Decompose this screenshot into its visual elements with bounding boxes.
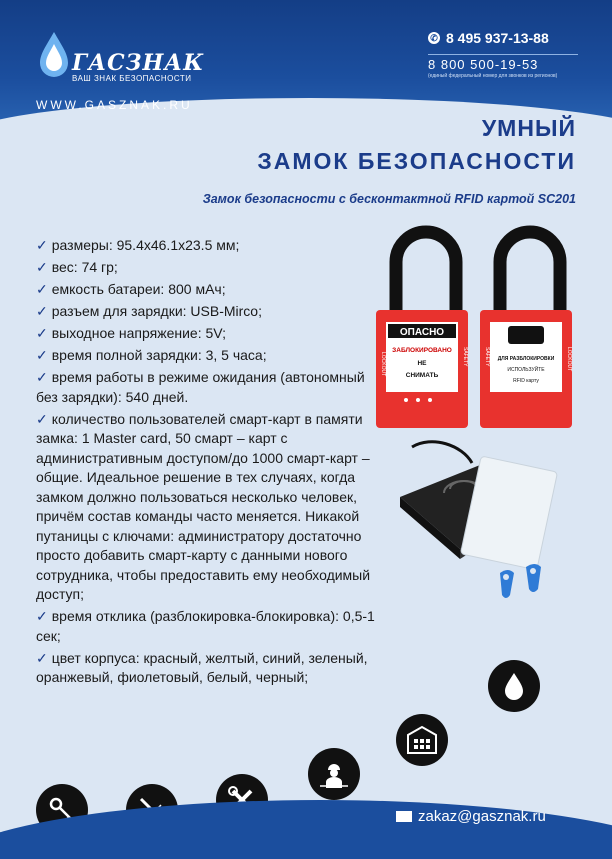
rfid-reader-image xyxy=(392,435,577,615)
spec-item: ✓ разъем для зарядки: USB-Mirco; xyxy=(36,303,262,319)
email-text: zakaz@gasznak.ru xyxy=(418,808,546,825)
lock-right-text1: ДЛЯ РАЗБЛОКИРОВКИ xyxy=(497,356,555,362)
lock-right-side2: LOCKOUT xyxy=(566,347,572,372)
check-icon: ✓ xyxy=(36,281,48,297)
spec-item: ✓ время отклика (разблокировка-блокировка): 0,5-1 сек; xyxy=(36,608,375,644)
water-drop-icon xyxy=(488,660,540,712)
check-icon: ✓ xyxy=(36,325,48,341)
page-title-line2: ЗАМОК БЕЗОПАСНОСТИ xyxy=(257,148,576,174)
check-icon: ✓ xyxy=(36,369,48,385)
check-icon: ✓ xyxy=(36,347,48,363)
lock-right-text3: RFID карту xyxy=(513,378,539,384)
spec-item: ✓ цвет корпуса: красный, желтый, синий, зеленый, оранжевый, фиолетовый, белый, черный; xyxy=(36,649,368,685)
lock-left-warning1: ЗАБЛОКИРОВАНО xyxy=(392,347,452,354)
spec-list xyxy=(36,236,421,690)
phone-secondary-note: (единый федеральный номер для звонков из регионов) xyxy=(428,73,558,79)
phone-primary-row[interactable] xyxy=(428,30,578,46)
lock-left-side: LOCKOUT xyxy=(380,352,386,377)
spec-item: ✓ размеры: 95.4х46.1х23.5 мм; xyxy=(36,237,240,253)
check-icon: ✓ xyxy=(36,608,48,624)
lock-left-warning2: НЕ xyxy=(417,360,427,367)
flame-drop-icon xyxy=(36,30,72,80)
check-icon: ✓ xyxy=(36,649,48,666)
phone-icon: ✆ xyxy=(428,32,440,44)
check-icon: ✓ xyxy=(36,259,48,275)
brand-tagline: ВАШ ЗНАК БЕЗОПАСНОСТИ xyxy=(72,74,192,83)
spec-item: ✓ вес: 74 гр; xyxy=(36,259,118,275)
spec-item: ✓ время полной зарядки: 3, 5 часа; xyxy=(36,347,267,363)
factory-icon xyxy=(396,714,448,766)
email-link[interactable] xyxy=(396,808,546,825)
check-icon: ✓ xyxy=(36,303,48,319)
lock-illustration xyxy=(368,222,578,432)
check-icon: ✓ xyxy=(36,410,48,427)
spec-item: ✓ количество пользователей смарт-карт в памяти замка: 1 Master card, 50 смарт – карт с административным доступом/до 1000 смарт-карт – общие. Идеальное решение в тех случаях, когда замком должно пользоваться несколько человек, причём состав команды часто меняется. Никакой путаницы с ключами: администратору достаточно просто добавить смарт-карту с данными нового сотрудника, чтобы предоставить ему необходимый доступ; xyxy=(36,410,371,602)
lock-right-text2: ИСПОЛЬЗУЙТЕ xyxy=(507,367,545,373)
website-link[interactable]: WWW.GASZNAK.RU xyxy=(36,98,193,112)
lock-left-side2: SAFETY xyxy=(462,347,468,367)
check-icon: ✓ xyxy=(36,237,48,253)
phone-secondary[interactable]: 8 800 500-19-53 xyxy=(428,54,578,72)
mail-icon xyxy=(396,811,412,822)
lock-right-side: SAFETY xyxy=(484,347,490,367)
lock-left-warning3: СНИМАТЬ xyxy=(405,372,439,379)
page-subtitle: Замок безопасности с бесконтактной RFID картой SC201 xyxy=(202,192,576,206)
spec-item: ✓ время работы в режиме ожидания (автономный без зарядки): 540 дней. xyxy=(36,369,365,405)
rfid-reader-illustration xyxy=(392,435,577,615)
spec-item: ✓ выходное напряжение: 5V; xyxy=(36,325,226,341)
contacts xyxy=(428,30,578,79)
phone-primary: 8 495 937-13-88 xyxy=(446,30,549,46)
lock-left-tag: ОПАСНО xyxy=(399,327,445,338)
spec-item: ✓ емкость батареи: 800 мАч; xyxy=(36,281,226,297)
brand-name: ГАСЗНАК xyxy=(72,50,205,76)
padlock-image xyxy=(368,222,578,432)
page-title-line1: УМНЫЙ xyxy=(481,115,576,141)
